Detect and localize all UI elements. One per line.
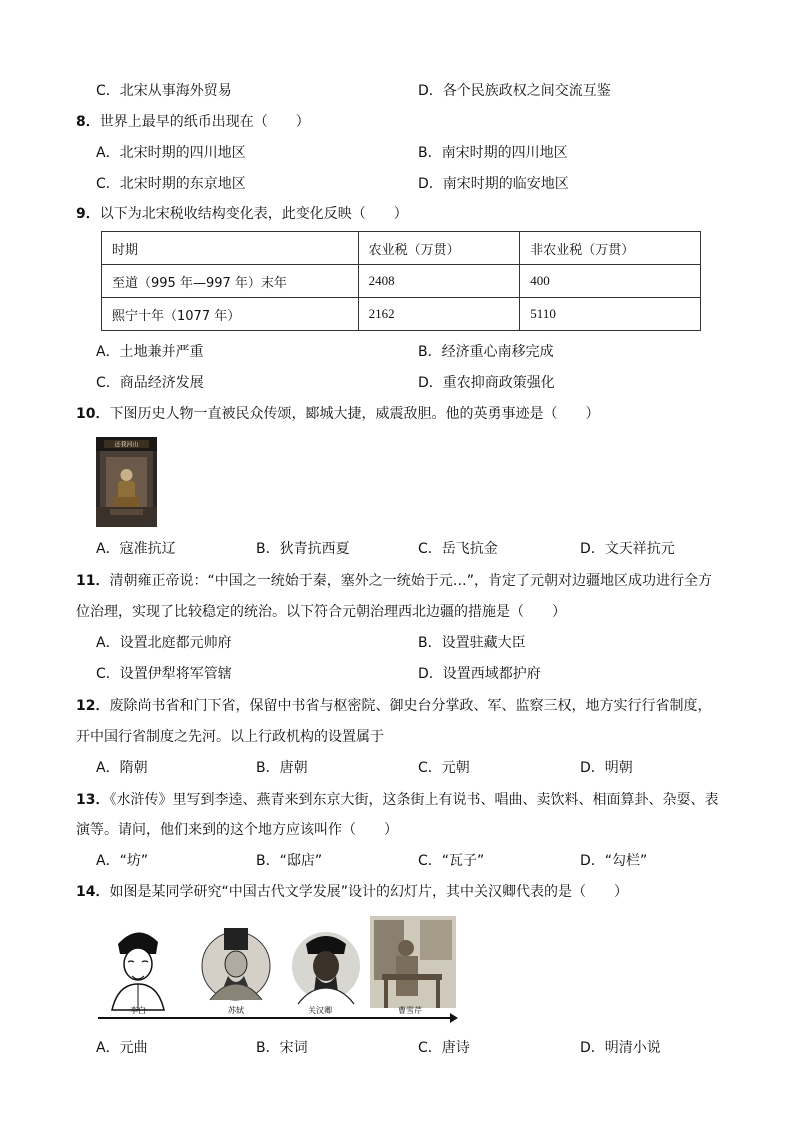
q11-option-c: C．设置伊犁将军管辖 [96,666,232,682]
question-11-continued: 位治理，实现了比较稳定的统治。以下符合元朝治理西北边疆的措施是（ ） [76,604,566,620]
question-11 [76,571,712,591]
question-9 [76,204,408,224]
portrait-label-li-bai: 李白 [130,1006,146,1015]
question-stem: 清朝雍正帝说：“中国之一统始于秦，塞外之一统始于元…”，肯定了元朝对边疆地区成功进行全方 [109,573,712,589]
q13-option-d: D．“勾栏” [580,853,648,869]
q13-option-b: B．“邸店” [256,853,323,869]
q7-option-c: C．北宋从事海外贸易 [96,83,232,99]
table-cell: 5110 [520,298,701,331]
table-header-cell: 农业税（万贯） [358,232,520,265]
q13-option-c: C．“瓦子” [418,853,485,869]
question-stem: 废除尚书省和门下省，保留中书省与枢密院、御史台分掌政、军、监察三权，地方实行行省制度， [109,698,712,714]
q14-option-d: D．明清小说 [580,1040,661,1056]
literature-timeline-figure [98,914,458,1026]
q8-option-c: C．北宋时期的东京地区 [96,176,246,192]
table-cell: 2162 [358,298,520,331]
table-header-cell: 时期 [102,232,359,265]
question-number: 11． [76,573,110,589]
question-stem: 《水浒传》里写到李逵、燕青来到东京大街，这条街上有说书、唱曲、卖饮料、相面算卦、杂耍、表 [109,792,719,808]
table-cell: 400 [520,265,701,298]
portrait-label-su-shi: 苏轼 [228,1006,244,1015]
q12-option-c: C．元朝 [418,760,470,776]
q8-option-a: A．北宋时期的四川地区 [96,145,246,161]
question-number: 12． [76,698,110,714]
plaque-caption: 还我河山 [114,441,139,449]
guan-hanqing-portrait [292,932,360,1004]
question-number: 8． [76,114,100,130]
table-cell: 2408 [358,265,520,298]
question-8 [76,112,310,132]
q12-option-b: B．唐朝 [256,760,308,776]
q10-option-b: B．狄青抗西夏 [256,541,350,557]
q10-option-d: D．文天祥抗元 [580,541,675,557]
q10-option-c: C．岳飞抗金 [418,541,498,557]
table-header-row [102,232,701,265]
question-13-continued: 演等。请问，他们来到的这个地方应该叫作（ ） [76,822,398,838]
question-stem: 如图是某同学研究“中国古代文学发展”设计的幻灯片，其中关汉卿代表的是（ ） [109,884,628,900]
table-row [102,298,701,331]
q12-option-d: D．明朝 [580,760,633,776]
question-14 [76,882,628,902]
li-bai-portrait [112,932,164,1010]
portrait-label-guan-hanqing: 关汉卿 [308,1006,332,1015]
q8-option-d: D．南宋时期的临安地区 [418,176,569,192]
question-number: 9． [76,206,100,222]
question-10 [76,404,599,424]
q14-option-a: A．元曲 [96,1040,148,1056]
question-number: 13． [76,792,110,808]
question-stem: 世界上最早的纸币出现在（ ） [99,114,310,130]
question-12 [76,696,711,716]
q12-option-a: A．隋朝 [96,760,148,776]
q11-option-d: D．设置西域都护府 [418,666,541,682]
table-row [102,265,701,298]
q8-option-b: B．南宋时期的四川地区 [418,145,568,161]
q14-option-b: B．宋词 [256,1040,308,1056]
yue-fei-statue-photo [96,437,157,527]
table-cell: 熙宁十年（1077 年） [102,298,359,331]
question-13 [76,790,718,810]
q9-option-c: C．商品经济发展 [96,375,204,391]
tax-structure-table [101,231,701,331]
question-12-continued: 开中国行省制度之先河。以上行政机构的设置属于 [76,729,384,745]
cao-xueqin-portrait [370,916,456,1008]
timeline-arrow-head [450,1013,458,1023]
q10-option-a: A．寇准抗辽 [96,541,176,557]
q9-option-a: A．土地兼并严重 [96,344,204,360]
q11-option-a: A．设置北庭都元帅府 [96,635,232,651]
question-number: 14． [76,884,110,900]
table-header-cell: 非农业税（万贯） [520,232,701,265]
portrait-label-cao-xueqin: 曹雪芹 [398,1006,422,1015]
su-shi-portrait [202,928,270,1000]
table-cell: 至道（995 年—997 年）末年 [102,265,359,298]
q13-option-a: A．“坊” [96,853,149,869]
question-stem: 以下为北宋税收结构变化表，此变化反映（ ） [99,206,408,222]
question-stem: 下图历史人物一直被民众传颂，郾城大捷，威震敌胆。他的英勇事迹是（ ） [109,406,600,422]
q7-option-d: D．各个民族政权之间交流互鉴 [418,83,611,99]
question-number: 10． [76,406,110,422]
q9-option-d: D．重农抑商政策强化 [418,375,555,391]
q14-option-c: C．唐诗 [418,1040,470,1056]
q11-option-b: B．设置驻藏大臣 [418,635,526,651]
q9-option-b: B．经济重心南移完成 [418,344,554,360]
